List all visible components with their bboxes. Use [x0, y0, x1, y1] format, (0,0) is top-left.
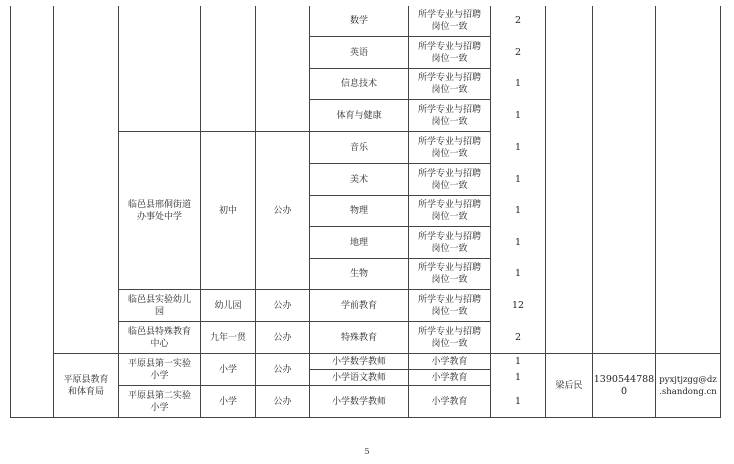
authority-cell: 平原县教育 和体育局 [63, 374, 109, 397]
subject-cell: 生物 [349, 269, 368, 279]
requirement-cell: 小学教育 [431, 396, 468, 407]
count-cell: 1 [514, 205, 522, 216]
subject-cell: 美术 [349, 174, 368, 185]
requirement-cell: 所学专业与招聘 岗位一致 [417, 231, 481, 254]
school-level-cell: 九年一贯 [209, 332, 246, 343]
school-name-cell: 平原县第一实验 小学 [127, 358, 191, 381]
school-type-cell: 公办 [273, 205, 292, 216]
requirement-cell: 所学专业与招聘 岗位一致 [417, 104, 481, 127]
count-cell: 1 [514, 78, 522, 89]
subject-cell: 小学语文教师 [331, 372, 386, 383]
table-border-left [10, 6, 11, 417]
requirement-cell: 小学教育 [431, 372, 468, 383]
school-level-cell: 小学 [218, 364, 237, 375]
count-cell: 1 [514, 173, 522, 185]
contact-person-cell: 梁后民 [555, 380, 583, 391]
school-name-cell: 临邑县实验幼儿 园 [127, 294, 191, 317]
table-border-bottom [10, 417, 721, 418]
school-type-cell: 公办 [273, 364, 292, 375]
subject-cell: 学前教育 [340, 300, 377, 311]
subject-cell: 小学数学教师 [331, 356, 386, 367]
requirement-cell: 所学专业与招聘 岗位一致 [417, 10, 481, 32]
count-cell: 1 [514, 371, 522, 383]
school-type-cell: 公办 [273, 396, 292, 407]
count-cell: 2 [514, 46, 522, 58]
count-cell: 2 [514, 331, 522, 343]
school-level-cell: 幼儿园 [214, 300, 242, 311]
subject-cell: 物理 [349, 206, 368, 216]
subject-cell: 数学 [349, 16, 368, 26]
school-level-cell: 小学 [218, 396, 237, 407]
count-cell: 12 [511, 299, 525, 311]
requirement-cell: 所学专业与招聘 岗位一致 [417, 326, 481, 349]
count-cell: 1 [514, 109, 522, 121]
count-cell: 1 [514, 268, 522, 279]
school-level-cell: 初中 [218, 205, 237, 216]
requirement-cell: 所学专业与招聘 岗位一致 [417, 136, 481, 159]
school-name-cell: 临邑县邢侗街道 办事处中学 [127, 199, 191, 222]
table-border-right [720, 6, 721, 417]
requirement-cell: 所学专业与招聘 岗位一致 [417, 41, 481, 64]
requirement-cell: 所学专业与招聘 岗位一致 [417, 168, 481, 191]
contact-email-cell: pyxjtjzgg@dz .shandong.cn [659, 374, 717, 397]
requirement-cell: 所学专业与招聘 岗位一致 [417, 200, 481, 222]
school-name-cell: 平原县第二实验 小学 [127, 390, 191, 413]
subject-cell: 地理 [349, 237, 368, 248]
count-cell: 1 [514, 141, 522, 153]
requirement-cell: 所学专业与招聘 岗位一致 [417, 263, 481, 285]
count-cell: 2 [514, 15, 522, 26]
subject-cell: 英语 [349, 47, 368, 58]
requirement-cell: 所学专业与招聘 岗位一致 [417, 73, 481, 95]
contact-phone-cell: 1390544788 0 [593, 373, 655, 397]
page-number: 5 [364, 447, 370, 456]
count-cell: 1 [514, 236, 522, 248]
subject-cell: 特殊教育 [340, 332, 377, 343]
subject-cell: 信息技术 [340, 79, 377, 89]
count-cell: 1 [514, 355, 522, 367]
school-type-cell: 公办 [273, 332, 292, 343]
school-type-cell: 公办 [273, 300, 292, 311]
count-cell: 1 [514, 395, 522, 407]
school-name-cell: 临邑县特殊教育 中心 [127, 326, 191, 349]
subject-cell: 音乐 [349, 142, 368, 153]
subject-cell: 体育与健康 [336, 110, 382, 121]
requirement-cell: 小学教育 [431, 356, 468, 367]
requirement-cell: 所学专业与招聘 岗位一致 [417, 294, 481, 317]
subject-cell: 小学数学教师 [331, 396, 386, 407]
